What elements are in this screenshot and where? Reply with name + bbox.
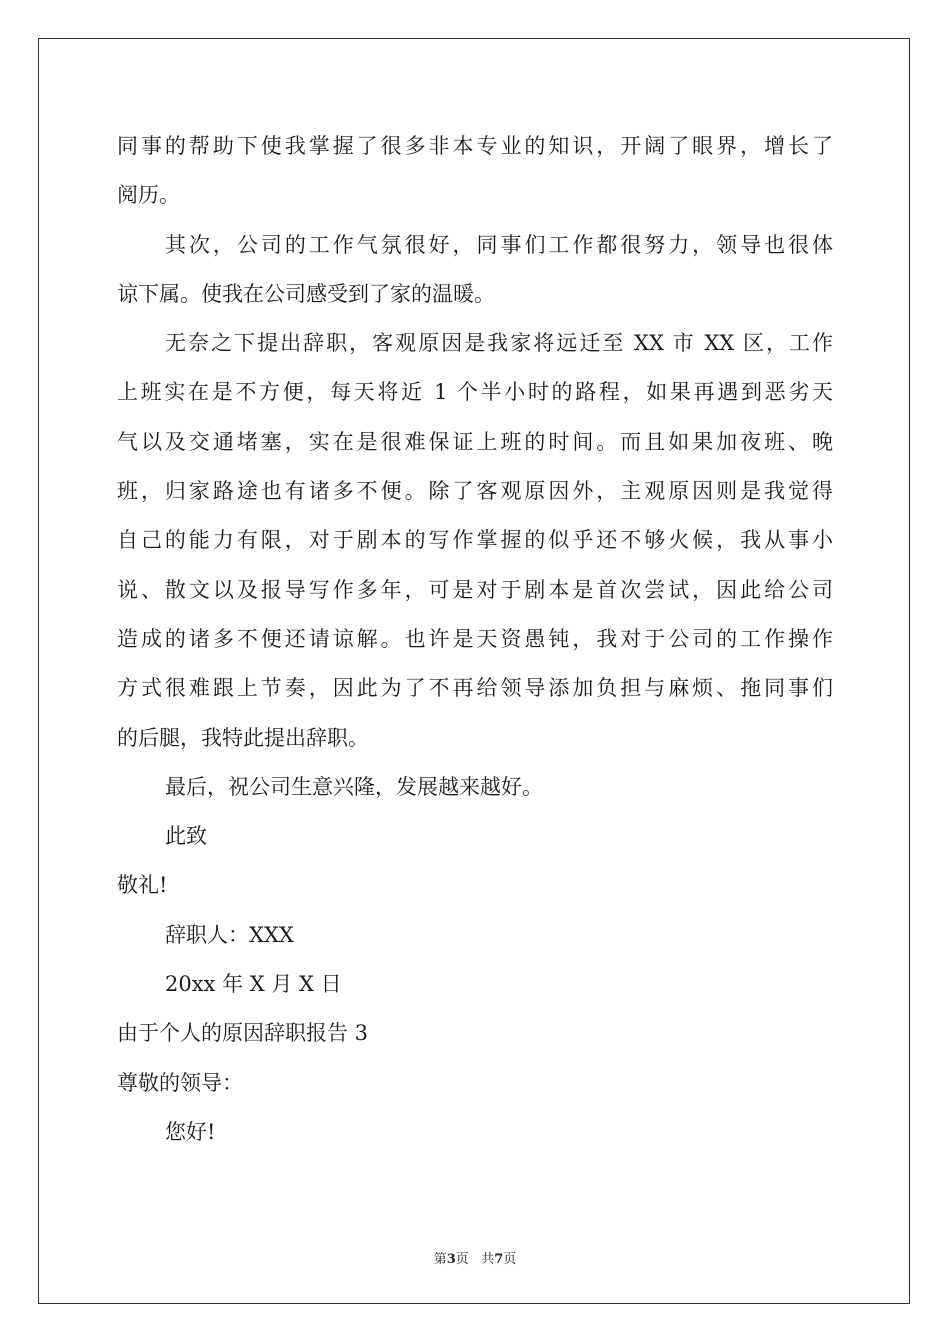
page-prefix: 第: [433, 1252, 447, 1267]
text-line: 班，归家路途也有诸多不便。除了客观原因外，主观原因则是我觉得: [117, 479, 833, 504]
greeting-recipient: 尊敬的领导：: [117, 1070, 243, 1095]
document-body: [117, 122, 833, 1157]
text-line: 说、散文以及报导写作多年，可是对于剧本是首次尝试，因此给公司: [117, 577, 833, 602]
text-line: 气以及交通堵塞，实在是很难保证上班的时间。而且如果加夜班、晚: [117, 429, 833, 454]
closing-wish: 最后，祝公司生意兴隆，发展越来越好。: [165, 774, 543, 799]
text-line: 方式很难跟上节奏，因此为了不再给领导添加负担与麻烦、拖同事们: [117, 676, 833, 701]
total-pages: 7: [494, 1252, 504, 1267]
text-line: 上班实在是不方便，每天将近 1 个半小时的路程，如果再遇到恶劣天: [117, 380, 833, 405]
text-line: 阅历。: [117, 183, 180, 208]
greeting-hello: 您好!: [165, 1119, 216, 1144]
total-prefix: 共: [481, 1252, 495, 1267]
page-suffix: 页: [455, 1252, 469, 1267]
total-suffix: 页: [503, 1252, 517, 1267]
signature-line: 辞职人：XXX: [165, 922, 294, 947]
text-line: 自己的能力有限，对于剧本的写作掌握的似乎还不够火候，我从事小: [117, 528, 833, 553]
paragraph-start: 无奈之下提出辞职，客观原因是我家将远迁至 XX 市 XX 区，工作: [165, 331, 833, 356]
section-heading: 由于个人的原因辞职报告 3: [117, 1021, 369, 1046]
page-number: 3: [446, 1252, 456, 1267]
date-line: 20xx 年 X 月 X 日: [165, 972, 342, 997]
text-line: 造成的诸多不便还请谅解。也许是天资愚钝，我对于公司的工作操作: [117, 626, 833, 651]
text-line: 同事的帮助下使我掌握了很多非本专业的知识，开阔了眼界，增长了: [117, 134, 833, 158]
page-footer: [0, 1248, 950, 1267]
paragraph-start: 其次，公司的工作气氛很好，同事们工作都很努力，领导也很体: [165, 232, 833, 257]
text-line: 谅下属。使我在公司感受到了家的温暖。: [117, 281, 495, 306]
salutation-respect: 敬礼!: [117, 873, 168, 898]
text-line: 的后腿，我特此提出辞职。: [117, 725, 369, 750]
salutation-closing: 此致: [165, 824, 207, 849]
